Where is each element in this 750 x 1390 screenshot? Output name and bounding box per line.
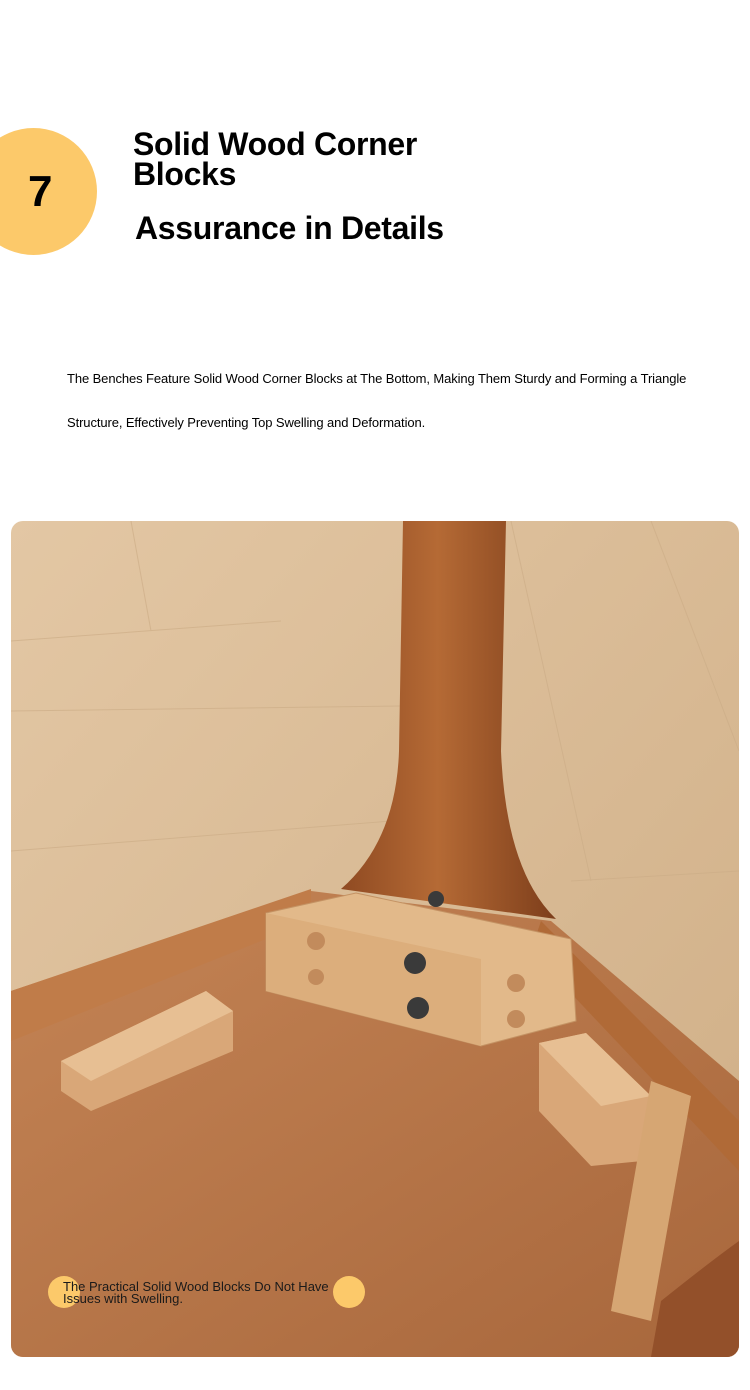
section-subtitle: Assurance in Details: [135, 210, 444, 246]
section-title: Solid Wood Corner Blocks: [133, 126, 418, 192]
section-description: The Benches Feature Solid Wood Corner Blocks at The Bottom, Making Them Sturdy and Forming a Triangle Structure, Effectively Preventing Top Swelling and Deformation.: [67, 371, 687, 430]
photo-caption: The Practical Solid Wood Blocks Do Not Have Issues with Swelling.: [63, 1279, 329, 1306]
section-number: 7: [28, 167, 53, 216]
product-photo: [11, 521, 739, 1357]
